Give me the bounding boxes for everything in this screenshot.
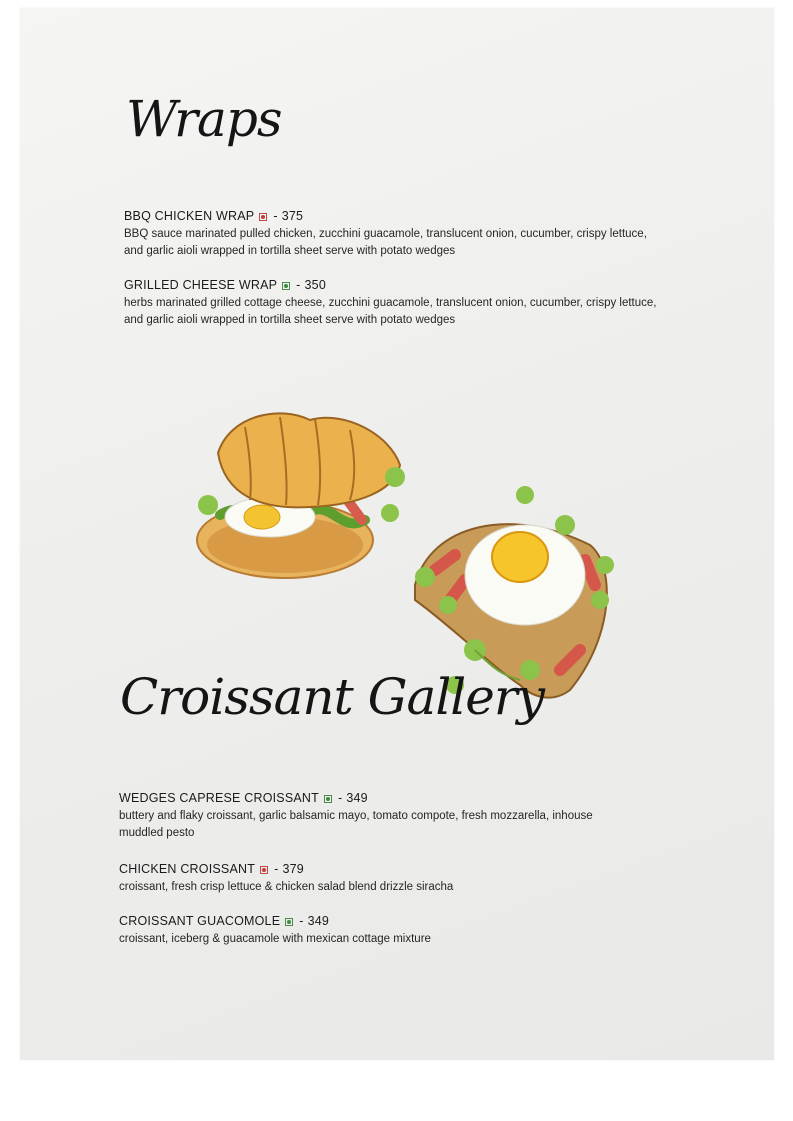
wraps-heading: Wraps bbox=[126, 90, 282, 148]
non-veg-icon bbox=[259, 213, 267, 221]
item-price: 349 bbox=[307, 914, 330, 928]
veg-icon bbox=[285, 918, 293, 926]
veg-icon bbox=[282, 282, 290, 290]
item-price: 375 bbox=[281, 209, 304, 223]
menu-item-chicken-croissant bbox=[119, 861, 639, 896]
item-name: BBQ CHICKEN WRAP bbox=[124, 209, 255, 223]
egg-toast-icon bbox=[415, 486, 614, 698]
veg-icon bbox=[324, 795, 332, 803]
item-description: croissant, fresh crisp lettuce & chicken salad blend drizzle siracha bbox=[119, 881, 454, 893]
price-separator: - bbox=[273, 209, 278, 223]
item-name: CHICKEN CROISSANT bbox=[119, 862, 256, 876]
item-price: 379 bbox=[282, 862, 304, 876]
item-name: GRILLED CHEESE WRAP bbox=[124, 278, 278, 292]
menu-item-grilled-cheese-wrap bbox=[124, 277, 664, 329]
price-separator: - bbox=[296, 278, 301, 292]
menu-item-bbq-chicken-wrap bbox=[124, 208, 664, 260]
croissant-gallery-heading: Croissant Gallery bbox=[120, 668, 545, 726]
item-description: croissant, iceberg & guacamole with mexican cottage mixture bbox=[119, 933, 431, 945]
item-description: buttery and flaky croissant, garlic balsamic mayo, tomato compote, fresh mozzarella, inhouse muddled pesto bbox=[119, 810, 593, 839]
item-description: herbs marinated grilled cottage cheese, zucchini guacamole, translucent onion, cucumber, crispy lettuce, and garlic aioli wrapped in tortilla sheet serve with potato wedges bbox=[124, 297, 657, 326]
item-price: 350 bbox=[304, 278, 326, 292]
croissant-sandwich-icon bbox=[197, 413, 405, 578]
item-description: BBQ sauce marinated pulled chicken, zucchini guacamole, translucent onion, cucumber, crispy lettuce, and garlic aioli wrapped in tortilla sheet serve with potato wedges bbox=[124, 228, 647, 257]
non-veg-icon bbox=[260, 866, 268, 874]
menu-item-croissant-guacomole bbox=[119, 913, 639, 948]
croissant-and-egg-toast-illustration bbox=[190, 395, 640, 715]
item-name: CROISSANT GUACOMOLE bbox=[119, 914, 281, 928]
price-separator: - bbox=[299, 914, 304, 928]
menu-item-wedges-caprese-croissant bbox=[119, 790, 639, 842]
price-separator: - bbox=[274, 862, 279, 876]
item-name: WEDGES CAPRESE CROISSANT bbox=[119, 791, 319, 805]
price-separator: - bbox=[337, 791, 343, 805]
item-price: 349 bbox=[346, 791, 368, 805]
